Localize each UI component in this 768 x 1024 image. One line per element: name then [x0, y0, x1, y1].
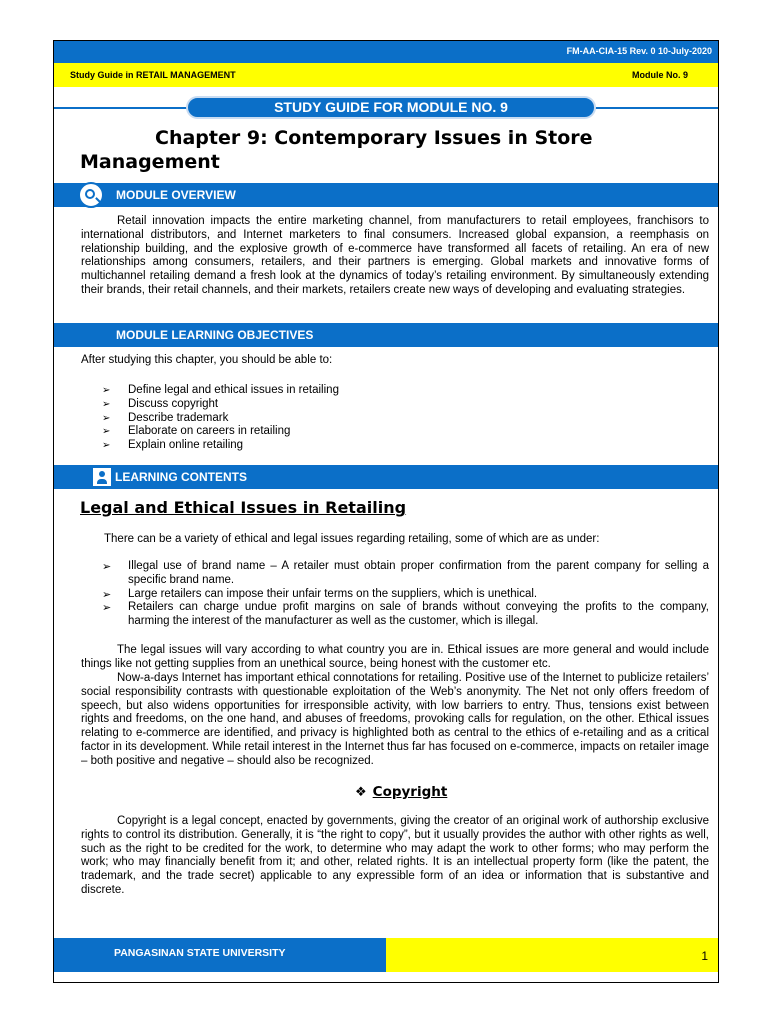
- section-title: Legal and Ethical Issues in Retailing: [80, 498, 407, 517]
- chapter-title-line1: Chapter 9: Contemporary Issues in Store: [155, 127, 593, 149]
- study-guide-pill: STUDY GUIDE FOR MODULE NO. 9: [186, 96, 596, 119]
- list-item: ➢ Large retailers can impose their unfair terms on the suppliers, which is unethical.: [102, 588, 709, 602]
- copyright-paragraph: Copyright is a legal concept, enacted by governments, giving the creator of an original work of authorship exclusive rights to control its distribution. Generally, it is “the right to copy”, but it usually provides the author with other rights as well, such as the right to be credited for the work, to determine who may adapt the work to other forms; who may perform the work; who may financially benefit from it; and other, related rights. It is an intellectual property form (like the patent, the trademark, and the trade secret) applicable to any expressible form of an idea or information that is substantive and discrete.: [81, 815, 709, 896]
- course-title: Study Guide in RETAIL MANAGEMENT: [70, 70, 236, 80]
- learning-objectives-bar: [54, 323, 718, 347]
- learning-contents-heading: LEARNING CONTENTS: [115, 470, 247, 484]
- list-item: ➢ Explain online retailing: [102, 439, 709, 453]
- header-course-bar: [54, 63, 718, 87]
- module-number: Module No. 9: [632, 70, 688, 80]
- objectives-list: [102, 384, 709, 453]
- page-number: 1: [701, 949, 708, 963]
- list-item: ➢ Retailers can charge undue profit margins on sale of brands without conveying the profits to the company, harming the interest of the manufacturer as well as the customer, which is illegal.: [102, 601, 709, 629]
- learning-contents-bar: [54, 465, 718, 489]
- chapter-title: [80, 126, 700, 174]
- copyright-heading: ❖ Copyright: [355, 784, 448, 800]
- objectives-intro: After studying this chapter, you should be able to:: [81, 354, 333, 366]
- learning-objectives-heading: MODULE LEARNING OBJECTIVES: [116, 328, 314, 342]
- document-user-icon: [92, 467, 112, 487]
- diamond-bullet-icon: ❖: [355, 785, 367, 800]
- university-name: PANGASINAN STATE UNIVERSITY: [114, 947, 286, 959]
- issues-list: [102, 560, 709, 629]
- list-item: ➢ Illegal use of brand name – A retailer must obtain proper confirmation from the parent company for selling a specific brand name.: [102, 560, 709, 588]
- module-overview-bar: [54, 183, 718, 207]
- chapter-title-line2: Management: [80, 151, 220, 173]
- search-icon: [78, 182, 104, 208]
- header-code-bar: [54, 41, 718, 63]
- internet-ethics-paragraph: Now-a-days Internet has important ethical connotations for retailing. Positive use of the Internet to publicize retailers’ social responsibility contrasts with questionable exploitation of the Web’s anonymity. The Net not only offers freedom of speech, but also widens opportunities for irresponsible activity, with low barriers to entry. Thus, tensions exist between rights and freedoms, on the one hand, and abuses of freedoms, provoking calls for regulation, on the other. Ethical issues relating to e-commerce are identified, and privacy is highlighted both as central to the ethics of e-retailing and as a critical factor in its development. While retail interest in the Internet thus far has focused on e-commerce, impacts on retailer image – both positive and negative – should also be recognized.: [81, 672, 709, 767]
- issues-intro: There can be a variety of ethical and legal issues regarding retailing, some of which are as under:: [104, 533, 600, 545]
- module-overview-heading: MODULE OVERVIEW: [116, 188, 236, 202]
- form-code: FM-AA-CIA-15 Rev. 0 10-July-2020: [566, 46, 712, 56]
- list-item: ➢ Elaborate on careers in retailing: [102, 425, 709, 439]
- list-item: ➢ Describe trademark: [102, 412, 709, 426]
- footer-page-bar: [386, 938, 718, 972]
- list-item: ➢ Discuss copyright: [102, 398, 709, 412]
- overview-paragraph: Retail innovation impacts the entire marketing channel, from manufacturers to retail employees, franchisors to international distributors, and Internet marketers to final consumers. Increased global expansion, a reemphasis on relationship building, and the explosive growth of e-commerce have transformed all facets of retailing. An era of new relationships among consumers, retailers, and their partners is emerging. Global markets and innovative forms of multichannel retailing demand a fresh look at the dynamics of today’s retailing environment. By simultaneously extending their brands, their retail channels, and their markets, retailers create new ways of developing and evaluating strategies.: [81, 215, 709, 296]
- legal-issues-paragraph: The legal issues will vary according to what country you are in. Ethical issues are more general and would include things like not getting supplies from an unethical source, being honest with the customer etc.: [81, 644, 709, 670]
- footer-university-bar: [54, 938, 386, 972]
- list-item: ➢ Define legal and ethical issues in retailing: [102, 384, 709, 398]
